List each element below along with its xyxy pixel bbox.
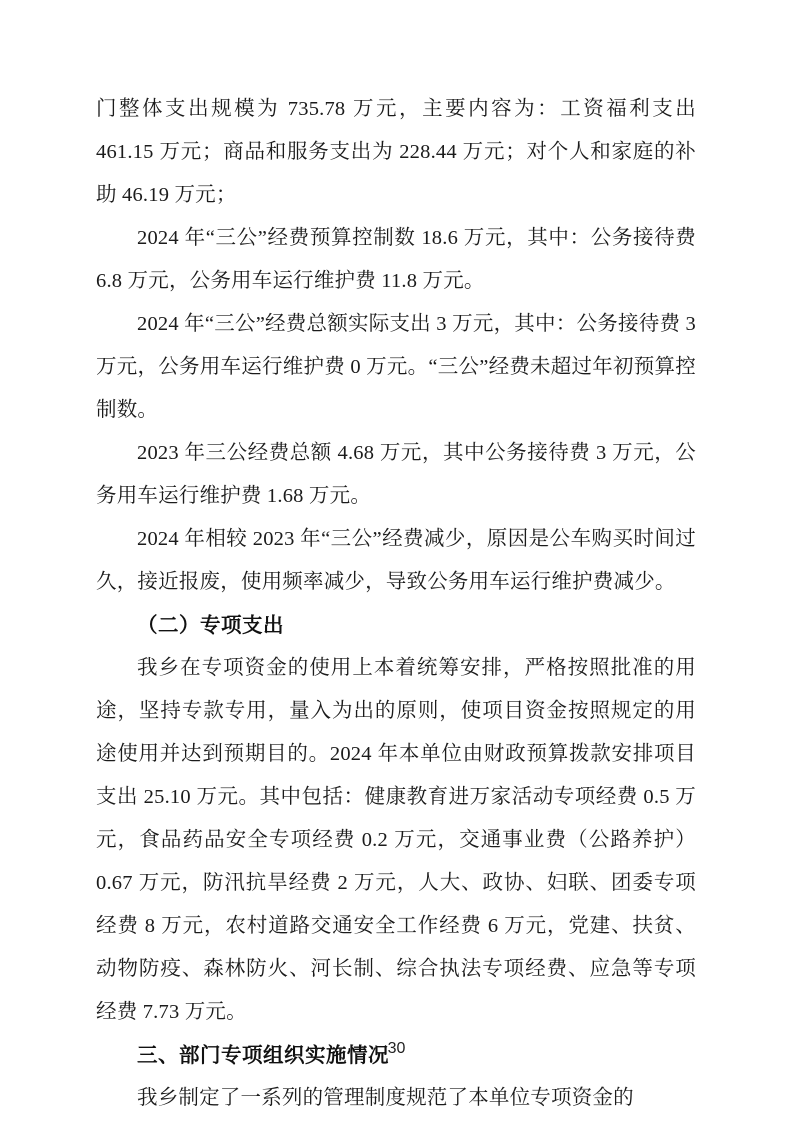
paragraph-4: 2023 年三公经费总额 4.68 万元，其中公务接待费 3 万元，公务用车运行维护费 1.68 万元。: [96, 442, 696, 507]
page-content: [96, 88, 696, 1120]
paragraph-7: 我乡制定了一系列的管理制度规范了本单位专项资金的: [137, 1087, 634, 1109]
section-heading-special-expenditure: （二）专项支出: [137, 614, 284, 637]
paragraph-1: 门整体支出规模为 735.78 万元，主要内容为：工资福利支出 461.15 万元；商品和服务支出为 228.44 万元；对个人和家庭的补助 46.19 万元；: [96, 98, 696, 206]
section-heading-implementation: 三、部门专项组织实施情况: [137, 1044, 389, 1067]
page-number: 30: [387, 1040, 406, 1057]
paragraph-2: 2024 年“三公”经费预算控制数 18.6 万元，其中：公务接待费 6.8 万元，公务用车运行维护费 11.8 万元。: [96, 227, 696, 292]
paragraph-5: 2024 年相较 2023 年“三公”经费减少，原因是公车购买时间过久，接近报废，使用频率减少，导致公务用车运行维护费减少。: [96, 528, 696, 593]
paragraph-6: 我乡在专项资金的使用上本着统筹安排，严格按照批准的用途，坚持专款专用，量入为出的原则，使项目资金按照规定的用途使用并达到预期目的。2024 年本单位由财政预算拨款安排项目支出 25.10 万元。其中包括：健康教育进万家活动专项经费 0.5 万元，食品药品安全专项经费 0.2 万元，交通事业费（公路养护）0.67 万元，防汛抗旱经费 2 万元，人大、政协、妇联、团委专项经费 8 万元，农村道路交通安全工作经费 6 万元，党建、扶贫、动物防疫、森林防火、河长制、综合执法专项经费、应急等专项经费 7.73 万元。: [96, 657, 696, 1023]
paragraph-3: 2024 年“三公”经费总额实际支出 3 万元，其中：公务接待费 3 万元，公务用车运行维护费 0 万元。“三公”经费未超过年初预算控制数。: [96, 313, 696, 421]
